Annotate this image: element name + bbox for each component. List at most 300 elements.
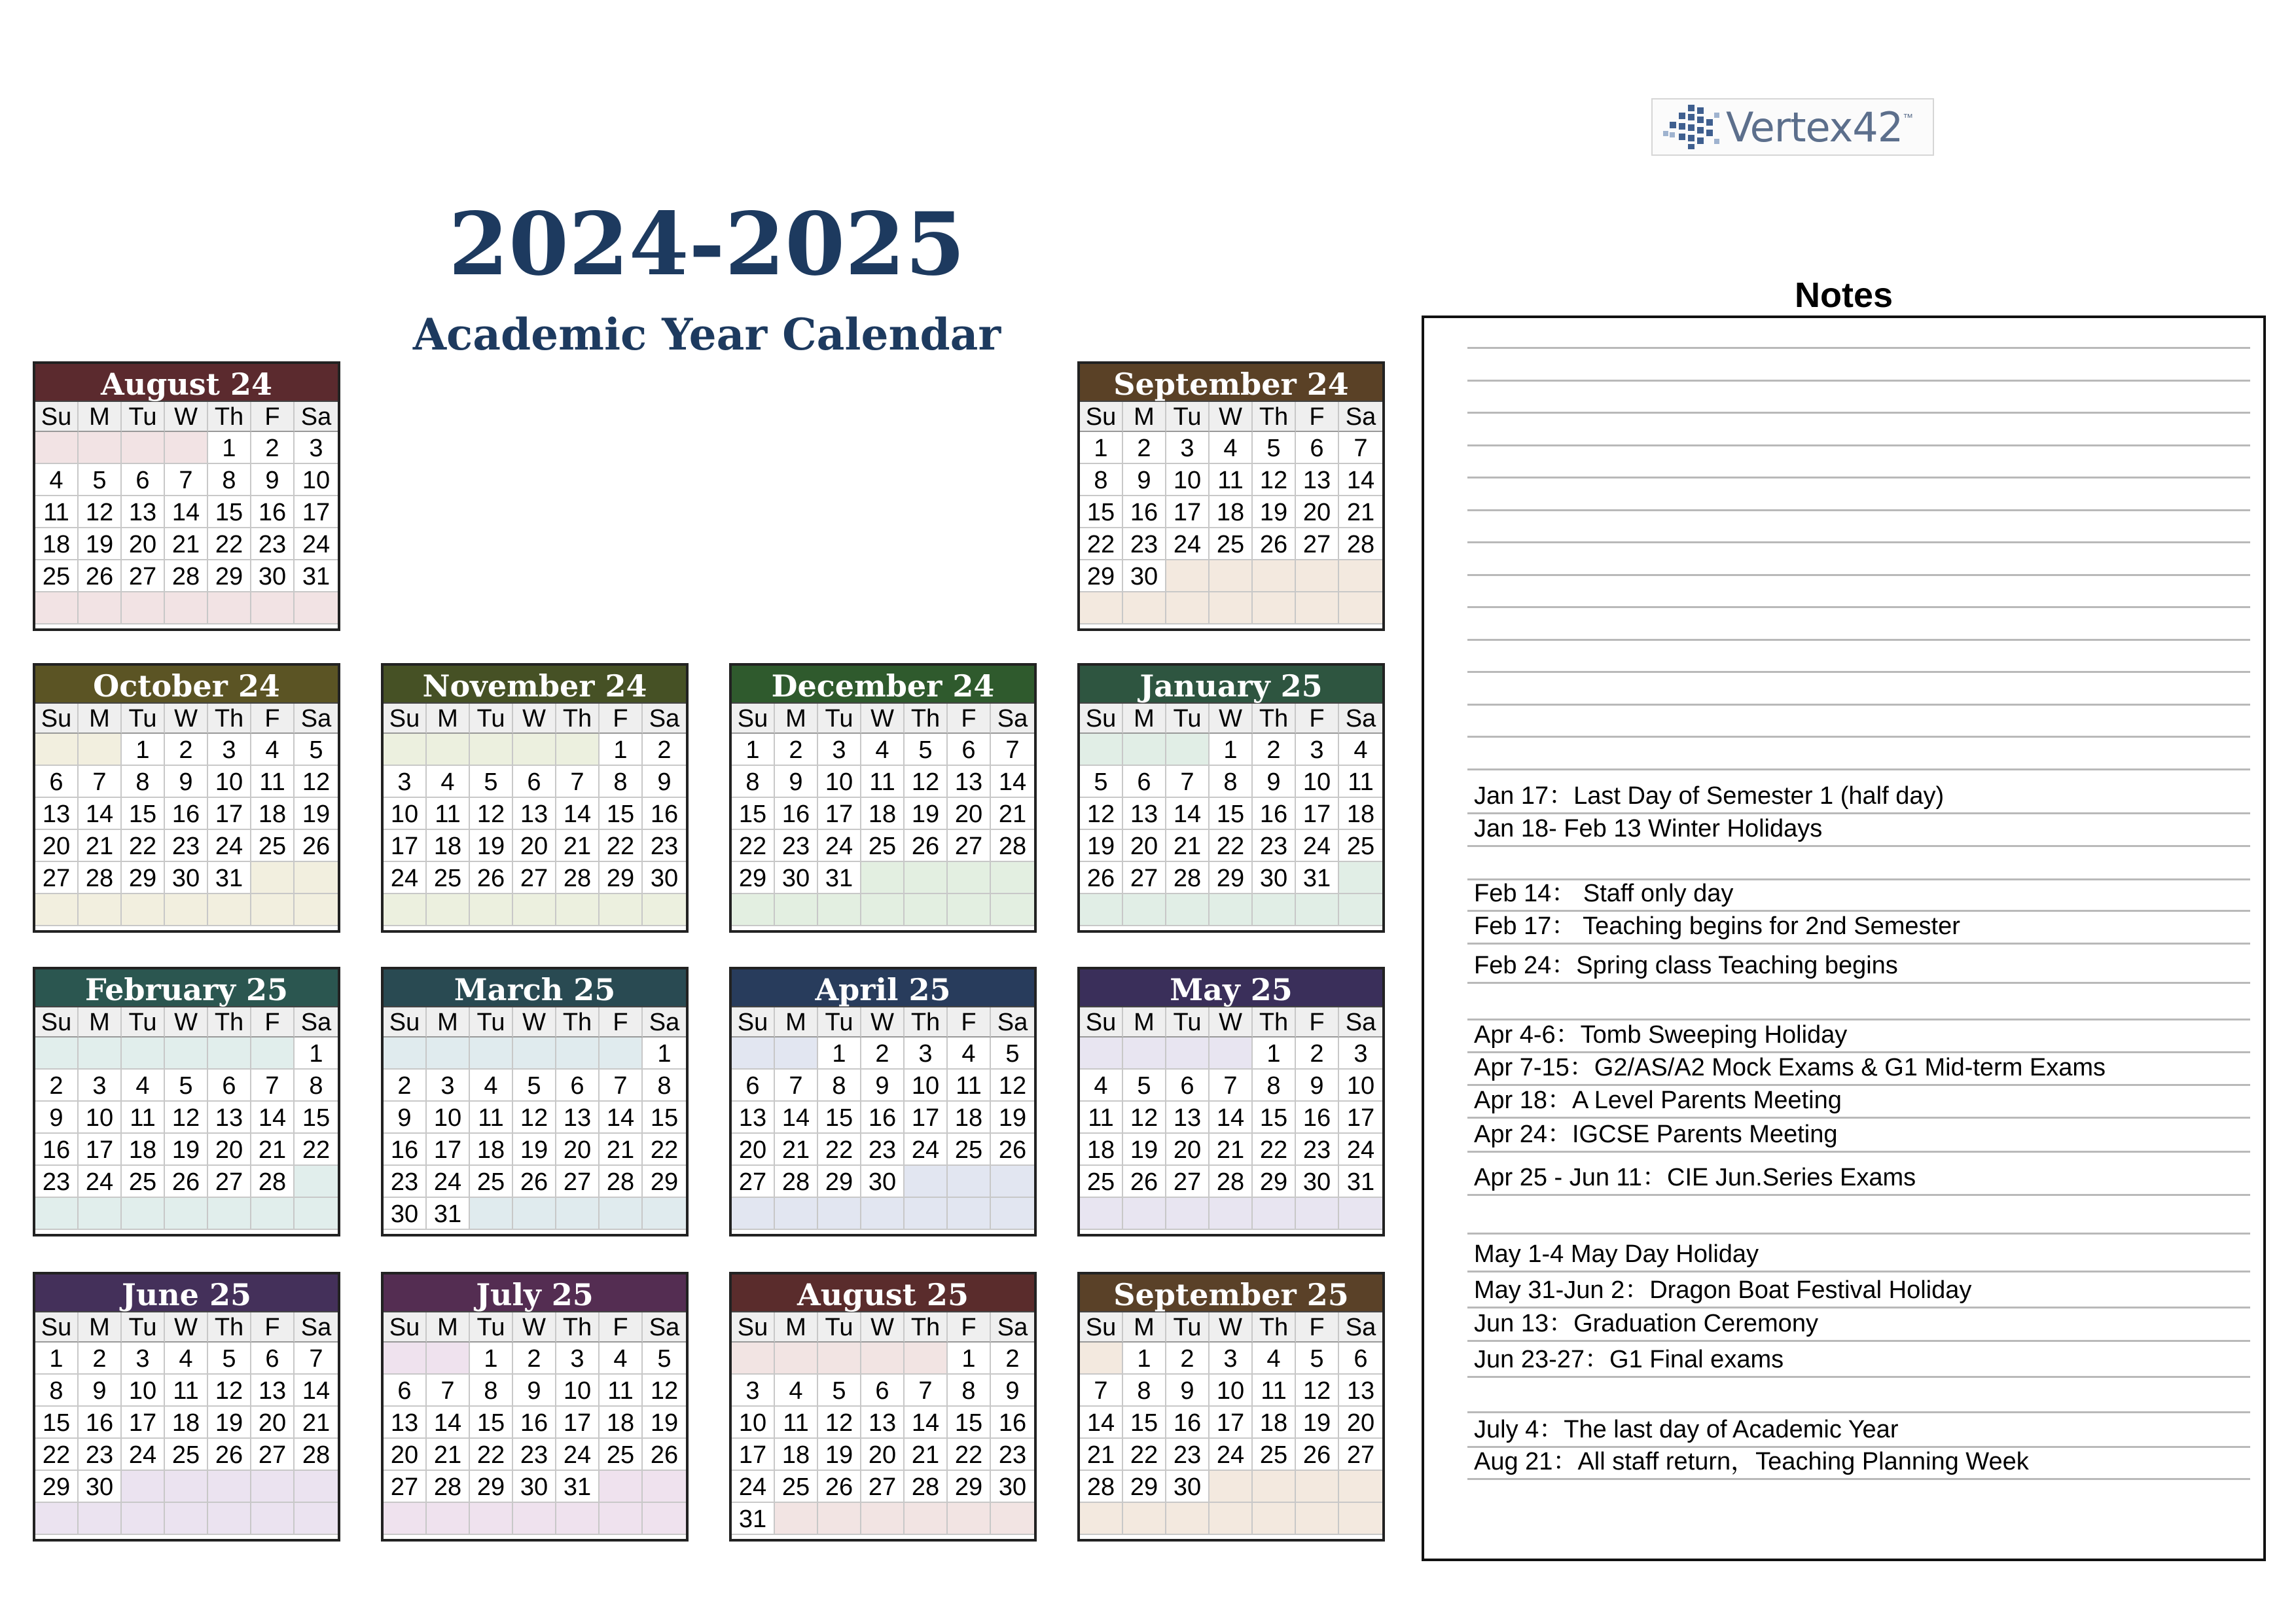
day-cell: 14	[295, 1375, 338, 1407]
empty-day-cell	[79, 1198, 122, 1230]
day-cell: 15	[643, 1102, 686, 1134]
weekday-label: Tu	[1166, 1007, 1210, 1038]
day-cell: 12	[1080, 798, 1123, 830]
day-cell: 25	[1339, 830, 1382, 862]
day-cell: 16	[1123, 496, 1166, 528]
empty-day-cell	[775, 1343, 818, 1375]
month-name: January 25	[1080, 666, 1382, 702]
empty-day-cell	[513, 734, 556, 766]
day-cell: 16	[79, 1407, 122, 1439]
day-cell: 29	[470, 1471, 513, 1503]
weekday-label: Sa	[1339, 1312, 1382, 1343]
month-grid	[1080, 401, 1382, 624]
day-cell: 2	[35, 1070, 79, 1102]
day-cell: 14	[1166, 798, 1210, 830]
empty-day-cell	[818, 894, 861, 926]
day-cell: 7	[427, 1375, 470, 1407]
day-cell: 8	[600, 766, 643, 798]
day-cell: 7	[1210, 1070, 1253, 1102]
day-cell: 4	[1210, 432, 1253, 464]
day-cell: 30	[643, 862, 686, 894]
weekday-label: M	[775, 1007, 818, 1038]
weekday-label: M	[79, 402, 122, 432]
note-line	[1467, 638, 2250, 673]
day-cell: 27	[251, 1439, 295, 1471]
day-cell: 2	[1253, 734, 1296, 766]
day-cell: 23	[251, 528, 295, 560]
day-cell: 24	[818, 830, 861, 862]
weekday-label: W	[513, 1007, 556, 1038]
month-name: September 24	[1080, 364, 1382, 401]
month-calendar	[729, 663, 1037, 933]
notes-title: Notes	[1794, 276, 1893, 315]
month-name: August 24	[35, 364, 338, 401]
empty-day-cell	[1080, 592, 1123, 624]
day-cell: 25	[775, 1471, 818, 1503]
day-cell: 22	[643, 1134, 686, 1166]
day-cell: 5	[1123, 1070, 1166, 1102]
day-cell: 12	[513, 1102, 556, 1134]
empty-day-cell	[427, 734, 470, 766]
day-cell: 13	[251, 1375, 295, 1407]
day-cell: 8	[1253, 1070, 1296, 1102]
day-cell: 4	[427, 766, 470, 798]
empty-day-cell	[79, 1503, 122, 1535]
empty-day-cell	[991, 1503, 1034, 1535]
day-cell: 11	[1339, 766, 1382, 798]
day-cell: 14	[251, 1102, 295, 1134]
day-cell: 17	[556, 1407, 600, 1439]
note-line	[1467, 541, 2250, 576]
empty-day-cell	[513, 1038, 556, 1070]
day-cell: 8	[208, 464, 251, 496]
day-cell: 2	[991, 1343, 1034, 1375]
day-cell: 20	[1166, 1134, 1210, 1166]
day-cell: 9	[35, 1102, 79, 1134]
empty-day-cell	[991, 862, 1034, 894]
empty-day-cell	[1123, 734, 1166, 766]
empty-day-cell	[600, 1503, 643, 1535]
day-cell: 22	[1123, 1439, 1166, 1471]
day-cell: 4	[1339, 734, 1382, 766]
weekday-label: F	[251, 1007, 295, 1038]
day-cell: 24	[295, 528, 338, 560]
weekday-label: Su	[732, 704, 775, 734]
day-cell: 10	[208, 766, 251, 798]
empty-day-cell	[818, 1343, 861, 1375]
day-cell: 31	[295, 560, 338, 592]
weekday-label: Th	[208, 1007, 251, 1038]
day-cell: 23	[775, 830, 818, 862]
day-cell: 6	[948, 734, 991, 766]
weekday-label: F	[1296, 704, 1339, 734]
day-cell: 22	[470, 1439, 513, 1471]
vertex42-logo	[1651, 98, 1934, 156]
day-cell: 9	[775, 766, 818, 798]
day-cell: 15	[732, 798, 775, 830]
empty-day-cell	[991, 894, 1034, 926]
day-cell: 9	[643, 766, 686, 798]
day-cell: 15	[818, 1102, 861, 1134]
empty-day-cell	[556, 894, 600, 926]
day-cell: 15	[948, 1407, 991, 1439]
day-cell: 10	[79, 1102, 122, 1134]
day-cell: 3	[1339, 1038, 1382, 1070]
day-cell: 25	[251, 830, 295, 862]
month-name: July 25	[384, 1274, 686, 1311]
day-cell: 18	[122, 1134, 165, 1166]
month-grid	[35, 401, 338, 624]
weekday-label: F	[600, 1007, 643, 1038]
day-cell: 19	[905, 798, 948, 830]
weekday-label: Su	[1080, 1007, 1123, 1038]
weekday-label: W	[1210, 704, 1253, 734]
day-cell: 16	[643, 798, 686, 830]
empty-day-cell	[122, 1198, 165, 1230]
day-cell: 21	[295, 1407, 338, 1439]
weekday-label: Th	[905, 704, 948, 734]
day-cell: 20	[384, 1439, 427, 1471]
day-cell: 26	[470, 862, 513, 894]
empty-day-cell	[251, 592, 295, 624]
weekday-label: Tu	[818, 1312, 861, 1343]
day-cell: 19	[818, 1439, 861, 1471]
day-cell: 6	[251, 1343, 295, 1375]
weekday-label: F	[1296, 1007, 1339, 1038]
empty-day-cell	[251, 1038, 295, 1070]
day-cell: 24	[79, 1166, 122, 1198]
day-cell: 8	[818, 1070, 861, 1102]
day-cell: 22	[208, 528, 251, 560]
weekday-label: Th	[556, 1312, 600, 1343]
weekday-label: F	[1296, 402, 1339, 432]
day-cell: 6	[513, 766, 556, 798]
day-cell: 22	[122, 830, 165, 862]
empty-day-cell	[1253, 560, 1296, 592]
day-cell: 30	[861, 1166, 905, 1198]
day-cell: 24	[1210, 1439, 1253, 1471]
day-cell: 22	[295, 1134, 338, 1166]
day-cell: 11	[775, 1407, 818, 1439]
day-cell: 27	[556, 1166, 600, 1198]
empty-day-cell	[1080, 1198, 1123, 1230]
weekday-label: M	[427, 1007, 470, 1038]
weekday-label: Tu	[470, 704, 513, 734]
weekday-label: F	[251, 1312, 295, 1343]
day-cell: 19	[991, 1102, 1034, 1134]
month-name: October 24	[35, 666, 338, 702]
empty-day-cell	[818, 1503, 861, 1535]
month-calendar	[1077, 1272, 1385, 1542]
weekday-label: W	[861, 1312, 905, 1343]
day-cell: 30	[991, 1471, 1034, 1503]
day-cell: 28	[1339, 528, 1382, 560]
day-cell: 24	[732, 1471, 775, 1503]
day-cell: 20	[1123, 830, 1166, 862]
day-cell: 1	[1080, 432, 1123, 464]
day-cell: 7	[775, 1070, 818, 1102]
weekday-label: Su	[35, 1312, 79, 1343]
day-cell: 2	[1123, 432, 1166, 464]
day-cell: 29	[122, 862, 165, 894]
empty-day-cell	[470, 1038, 513, 1070]
empty-day-cell	[470, 1503, 513, 1535]
empty-day-cell	[1166, 1503, 1210, 1535]
day-cell: 1	[35, 1343, 79, 1375]
day-cell: 15	[122, 798, 165, 830]
day-cell: 18	[861, 798, 905, 830]
day-cell: 11	[165, 1375, 208, 1407]
empty-day-cell	[427, 894, 470, 926]
day-cell: 13	[861, 1407, 905, 1439]
month-calendar	[729, 1272, 1037, 1542]
weekday-label: Su	[1080, 402, 1123, 432]
day-cell: 11	[861, 766, 905, 798]
day-cell: 17	[818, 798, 861, 830]
weekday-label: Su	[35, 704, 79, 734]
day-cell: 28	[775, 1166, 818, 1198]
day-cell: 29	[1253, 1166, 1296, 1198]
day-cell: 13	[1339, 1375, 1382, 1407]
day-cell: 5	[295, 734, 338, 766]
day-cell: 5	[905, 734, 948, 766]
empty-day-cell	[1166, 734, 1210, 766]
empty-day-cell	[1253, 1503, 1296, 1535]
month-calendar	[33, 361, 340, 631]
empty-day-cell	[470, 1198, 513, 1230]
day-cell: 7	[991, 734, 1034, 766]
weekday-label: Tu	[470, 1007, 513, 1038]
day-cell: 10	[818, 766, 861, 798]
month-name: June 25	[35, 1274, 338, 1311]
weekday-label: M	[79, 1312, 122, 1343]
day-cell: 28	[79, 862, 122, 894]
empty-day-cell	[1080, 894, 1123, 926]
weekday-label: W	[513, 1312, 556, 1343]
empty-day-cell	[1339, 1198, 1382, 1230]
day-cell: 30	[165, 862, 208, 894]
empty-day-cell	[1080, 1038, 1123, 1070]
day-cell: 25	[165, 1439, 208, 1471]
day-cell: 18	[1210, 496, 1253, 528]
month-name: February 25	[35, 969, 338, 1006]
day-cell: 12	[1296, 1375, 1339, 1407]
empty-day-cell	[905, 862, 948, 894]
weekday-label: Su	[384, 1007, 427, 1038]
day-cell: 19	[470, 830, 513, 862]
empty-day-cell	[1210, 1471, 1253, 1503]
weekday-label: Th	[556, 704, 600, 734]
empty-day-cell	[470, 734, 513, 766]
day-cell: 18	[600, 1407, 643, 1439]
weekday-label: Su	[384, 704, 427, 734]
weekday-label: Th	[905, 1007, 948, 1038]
day-cell: 8	[643, 1070, 686, 1102]
note-line	[1467, 1379, 2250, 1413]
day-cell: 20	[35, 830, 79, 862]
empty-day-cell	[948, 1503, 991, 1535]
note-line	[1467, 846, 2250, 880]
day-cell: 13	[35, 798, 79, 830]
day-cell: 9	[1296, 1070, 1339, 1102]
vertex42-logo-text: Vertex42	[1726, 103, 1903, 151]
day-cell: 30	[1123, 560, 1166, 592]
day-cell: 27	[732, 1166, 775, 1198]
note-line	[1467, 606, 2250, 641]
month-grid	[1080, 1006, 1382, 1230]
day-cell: 30	[1253, 862, 1296, 894]
day-cell: 4	[470, 1070, 513, 1102]
day-cell: 14	[905, 1407, 948, 1439]
weekday-label: Tu	[122, 704, 165, 734]
day-cell: 7	[1166, 766, 1210, 798]
weekday-label: W	[165, 1312, 208, 1343]
day-cell: 21	[556, 830, 600, 862]
note-line: Jan 18- Feb 13 Winter Holidays	[1467, 812, 2250, 847]
day-cell: 14	[165, 496, 208, 528]
day-cell: 17	[79, 1134, 122, 1166]
day-cell: 7	[1080, 1375, 1123, 1407]
day-cell: 13	[384, 1407, 427, 1439]
empty-day-cell	[35, 734, 79, 766]
day-cell: 10	[905, 1070, 948, 1102]
day-cell: 13	[1123, 798, 1166, 830]
day-cell: 10	[732, 1407, 775, 1439]
day-cell: 10	[1166, 464, 1210, 496]
weekday-label: Tu	[818, 1007, 861, 1038]
day-cell: 23	[79, 1439, 122, 1471]
day-cell: 5	[991, 1038, 1034, 1070]
day-cell: 8	[732, 766, 775, 798]
weekday-label: F	[1296, 1312, 1339, 1343]
day-cell: 23	[1296, 1134, 1339, 1166]
empty-day-cell	[165, 1471, 208, 1503]
day-cell: 22	[35, 1439, 79, 1471]
weekday-label: Th	[208, 1312, 251, 1343]
weekday-label: Sa	[295, 1312, 338, 1343]
day-cell: 25	[35, 560, 79, 592]
day-cell: 25	[600, 1439, 643, 1471]
day-cell: 28	[1210, 1166, 1253, 1198]
day-cell: 5	[470, 766, 513, 798]
day-cell: 16	[1166, 1407, 1210, 1439]
day-cell: 22	[1253, 1134, 1296, 1166]
day-cell: 18	[251, 798, 295, 830]
empty-day-cell	[1210, 560, 1253, 592]
empty-day-cell	[556, 1503, 600, 1535]
day-cell: 27	[122, 560, 165, 592]
day-cell: 13	[732, 1102, 775, 1134]
month-grid	[35, 1006, 338, 1230]
day-cell: 11	[251, 766, 295, 798]
day-cell: 2	[513, 1343, 556, 1375]
day-cell: 30	[79, 1471, 122, 1503]
month-grid	[1080, 1311, 1382, 1535]
day-cell: 21	[1080, 1439, 1123, 1471]
day-cell: 18	[775, 1439, 818, 1471]
day-cell: 11	[470, 1102, 513, 1134]
day-cell: 30	[1166, 1471, 1210, 1503]
month-calendar	[1077, 967, 1385, 1236]
note-line: Apr 25 - Jun 11：CIE Jun.Series Exams	[1467, 1161, 2250, 1196]
day-cell: 27	[948, 830, 991, 862]
day-cell: 12	[295, 766, 338, 798]
empty-day-cell	[384, 1038, 427, 1070]
empty-day-cell	[1339, 894, 1382, 926]
day-cell: 9	[1253, 766, 1296, 798]
note-line	[1467, 412, 2250, 446]
day-cell: 21	[600, 1134, 643, 1166]
empty-day-cell	[35, 1038, 79, 1070]
month-name: May 25	[1080, 969, 1382, 1006]
day-cell: 25	[1253, 1439, 1296, 1471]
empty-day-cell	[775, 1038, 818, 1070]
day-cell: 27	[1296, 528, 1339, 560]
day-cell: 4	[948, 1038, 991, 1070]
weekday-label: F	[948, 1007, 991, 1038]
day-cell: 7	[1339, 432, 1382, 464]
empty-day-cell	[1080, 734, 1123, 766]
day-cell: 26	[165, 1166, 208, 1198]
day-cell: 27	[1166, 1166, 1210, 1198]
day-cell: 9	[79, 1375, 122, 1407]
day-cell: 15	[1080, 496, 1123, 528]
note-line: Feb 24：Spring class Teaching begins	[1467, 949, 2250, 984]
empty-day-cell	[295, 862, 338, 894]
day-cell: 21	[1210, 1134, 1253, 1166]
day-cell: 4	[1253, 1343, 1296, 1375]
day-cell: 28	[991, 830, 1034, 862]
weekday-label: W	[513, 704, 556, 734]
day-cell: 1	[732, 734, 775, 766]
day-cell: 21	[251, 1134, 295, 1166]
empty-day-cell	[208, 1198, 251, 1230]
weekday-label: Sa	[643, 704, 686, 734]
day-cell: 10	[384, 798, 427, 830]
day-cell: 16	[251, 496, 295, 528]
note-line: Apr 4-6：Tomb Sweeping Holiday	[1467, 1019, 2250, 1053]
weekday-label: Th	[1253, 402, 1296, 432]
day-cell: 20	[208, 1134, 251, 1166]
day-cell: 9	[1123, 464, 1166, 496]
day-cell: 17	[905, 1102, 948, 1134]
day-cell: 7	[600, 1070, 643, 1102]
weekday-label: W	[861, 1007, 905, 1038]
day-cell: 11	[122, 1102, 165, 1134]
day-cell: 4	[861, 734, 905, 766]
day-cell: 8	[1123, 1375, 1166, 1407]
weekday-label: M	[1123, 704, 1166, 734]
day-cell: 20	[732, 1134, 775, 1166]
month-name: September 25	[1080, 1274, 1382, 1311]
empty-day-cell	[79, 432, 122, 464]
empty-day-cell	[513, 1198, 556, 1230]
day-cell: 26	[1296, 1439, 1339, 1471]
day-cell: 6	[732, 1070, 775, 1102]
day-cell: 14	[600, 1102, 643, 1134]
empty-day-cell	[905, 1198, 948, 1230]
day-cell: 1	[1253, 1038, 1296, 1070]
day-cell: 1	[470, 1343, 513, 1375]
day-cell: 19	[208, 1407, 251, 1439]
note-line: Aug 21：All staff return，Teaching Planning Week	[1467, 1445, 2250, 1480]
empty-day-cell	[1080, 1343, 1123, 1375]
empty-day-cell	[861, 1198, 905, 1230]
month-grid	[35, 702, 338, 926]
day-cell: 23	[384, 1166, 427, 1198]
day-cell: 18	[948, 1102, 991, 1134]
day-cell: 1	[600, 734, 643, 766]
